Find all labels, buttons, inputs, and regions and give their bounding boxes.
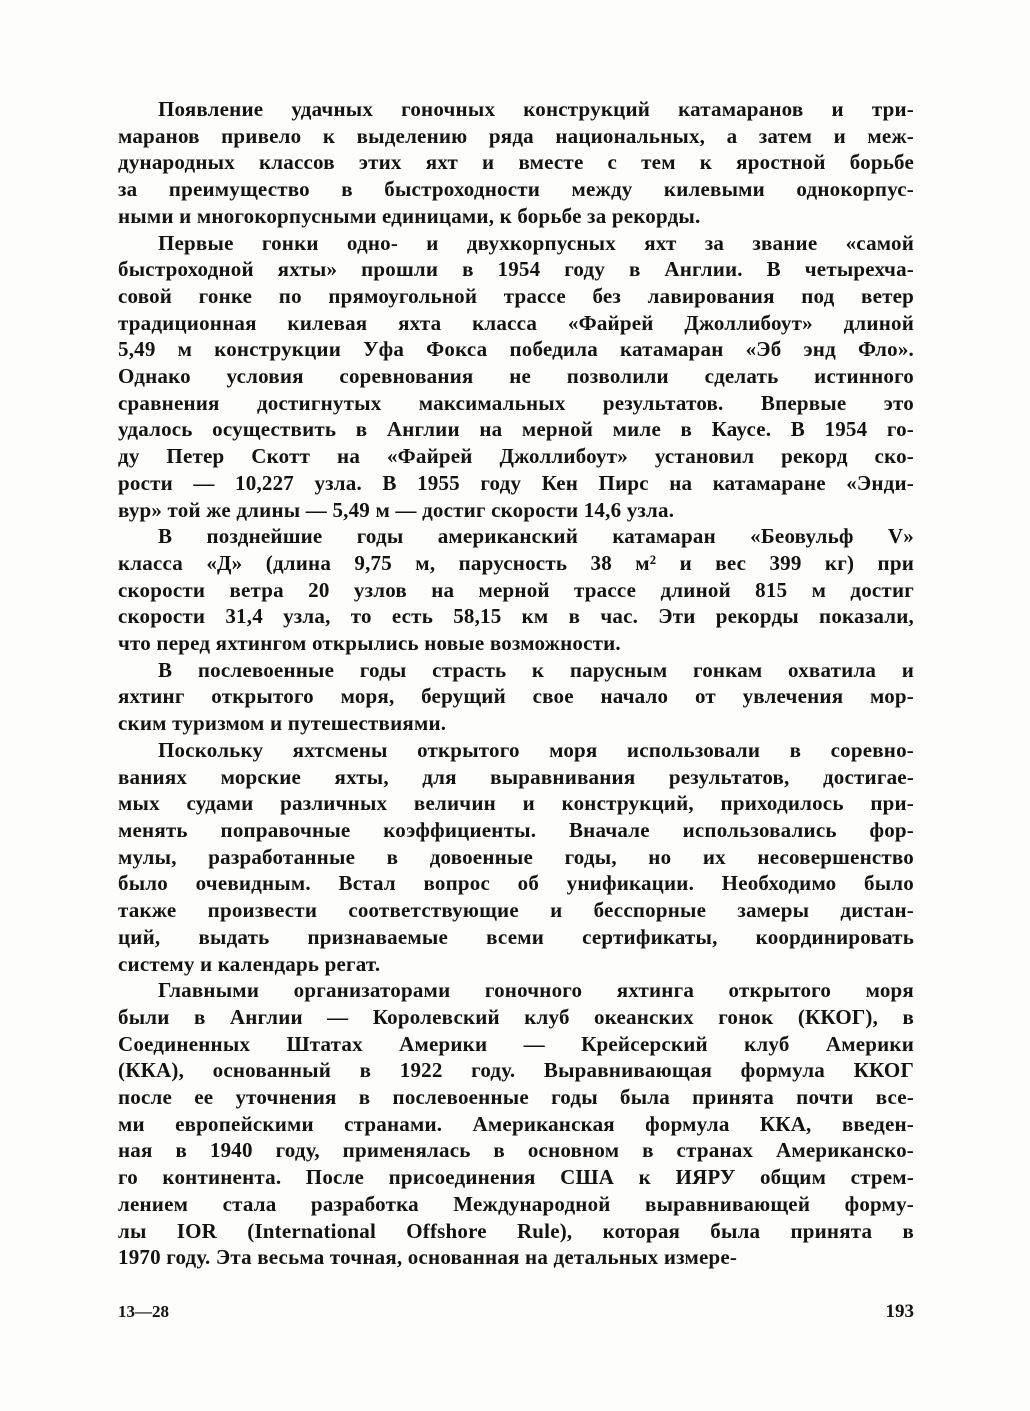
text-line: также произвести соответствующие и бесспорные замеры дистан- bbox=[118, 898, 914, 923]
text-line: Главными организаторами гоночного яхтинга открытого моря bbox=[158, 978, 914, 1003]
page-text-block bbox=[118, 96, 914, 1271]
text-line: ским туризмом и путешествиями. bbox=[118, 711, 447, 736]
text-line: Первые гонки одно- и двухкорпусных яхт за звание «самой bbox=[158, 230, 914, 255]
text-line: маранов привело к выделению ряда национальных, а затем и меж- bbox=[118, 123, 914, 148]
text-line: го континента. После присоединения США к ИЯРУ общим стрем- bbox=[118, 1165, 914, 1190]
text-line: ваниях морские яхты, для выравнивания результатов, достигае- bbox=[118, 764, 914, 789]
paragraph bbox=[118, 230, 914, 524]
text-line: что перед яхтингом открылись новые возможности. bbox=[118, 631, 621, 656]
text-line: дународных классов этих яхт и вместе с тем к яростной борьбе bbox=[118, 150, 914, 175]
text-line: традиционная килевая яхта класса «Файрей Джоллибоут» длиной bbox=[118, 310, 914, 335]
paragraph bbox=[118, 657, 914, 737]
text-line: лы IOR (International Offshore Rule), которая была принята в bbox=[118, 1218, 914, 1243]
text-line: В позднейшие годы американский катамаран «Беовульф V» bbox=[158, 524, 914, 549]
text-line: Однако условия соревнования не позволили сделать истинного bbox=[118, 364, 914, 389]
text-line: скорости ветра 20 узлов на мерной трассе длиной 815 м достиг bbox=[118, 577, 914, 602]
text-line: за преимущество в быстроходности между килевыми однокорпус- bbox=[118, 177, 914, 202]
text-line: Появление удачных гоночных конструкций катамаранов и три- bbox=[158, 97, 914, 121]
text-line: систему и календарь регат. bbox=[118, 951, 381, 976]
text-line: после ее уточнения в послевоенные годы была принята почти все- bbox=[118, 1085, 914, 1110]
text-line: вур» той же длины — 5,49 м — достиг скорости 14,6 узла. bbox=[118, 497, 675, 522]
text-line: яхтинг открытого моря, берущий свое начало от увлечения мор- bbox=[118, 684, 914, 709]
page-footer bbox=[118, 1301, 914, 1323]
text-line: мых судами различных величин и конструкций, приходилось при- bbox=[118, 791, 914, 816]
text-line: ций, выдать признаваемые всеми сертификаты, координировать bbox=[118, 924, 914, 949]
print-signature: 13—28 bbox=[118, 1302, 169, 1321]
paragraph bbox=[118, 977, 914, 1271]
text-line: быстроходной яхты» прошли в 1954 году в Англии. В четырехча- bbox=[118, 257, 914, 282]
text-line: удалось осуществить в Англии на мерной миле в Каусе. В 1954 го- bbox=[118, 417, 914, 442]
text-line: (ККА), основанный в 1922 году. Выравнивающая формула ККОГ bbox=[118, 1058, 914, 1083]
text-line: скорости 31,4 узла, то есть 58,15 км в час. Эти рекорды показали, bbox=[118, 604, 914, 629]
text-line: ду Петер Скотт на «Файрей Джоллибоут» установил рекорд ско- bbox=[118, 444, 914, 469]
paragraph bbox=[118, 523, 914, 657]
text-line: лением стала разработка Международной выравнивающей форму- bbox=[118, 1191, 914, 1216]
text-line: В послевоенные годы страсть к парусным гонкам охватила и bbox=[158, 657, 914, 682]
text-line: 5,49 м конструкции Уфа Фокса победила катамаран «Эб энд Фло». bbox=[118, 337, 914, 362]
paragraph bbox=[118, 96, 914, 230]
text-line: было очевидным. Встал вопрос об унификации. Необходимо было bbox=[118, 871, 914, 896]
text-line: класса «Д» (длина 9,75 м, парусность 38 м² и вес 399 кг) при bbox=[118, 550, 914, 575]
paragraph bbox=[118, 737, 914, 977]
text-line: Соединенных Штатах Америки — Крейсерский клуб Америки bbox=[118, 1031, 914, 1056]
text-line: Поскольку яхтсмены открытого моря использовали в соревно- bbox=[158, 737, 914, 762]
text-line: сравнения достигнутых максимальных результатов. Впервые это bbox=[118, 390, 914, 415]
text-line: ными и многокорпусными единицами, к борьбе за рекорды. bbox=[118, 203, 701, 228]
text-line: 1970 году. Эта весьма точная, основанная на детальных измере- bbox=[118, 1245, 738, 1270]
text-line: мулы, разработанные в довоенные годы, но их несовершенство bbox=[118, 844, 914, 869]
text-line: совой гонке по прямоугольной трассе без лавирования под ветер bbox=[118, 283, 914, 308]
text-line: менять поправочные коэффициенты. Вначале использовались фор- bbox=[118, 817, 914, 842]
text-line: рости — 10,227 узла. В 1955 году Кен Пирс на катамаране «Энди- bbox=[118, 470, 914, 495]
text-line: были в Англии — Королевский клуб океанских гонок (ККОГ), в bbox=[118, 1004, 914, 1029]
page-number: 193 bbox=[885, 1301, 914, 1322]
text-line: ми европейскими странами. Американская формула ККА, введен- bbox=[118, 1111, 914, 1136]
text-line: ная в 1940 году, применялась в основном в странах Американско- bbox=[118, 1138, 914, 1163]
